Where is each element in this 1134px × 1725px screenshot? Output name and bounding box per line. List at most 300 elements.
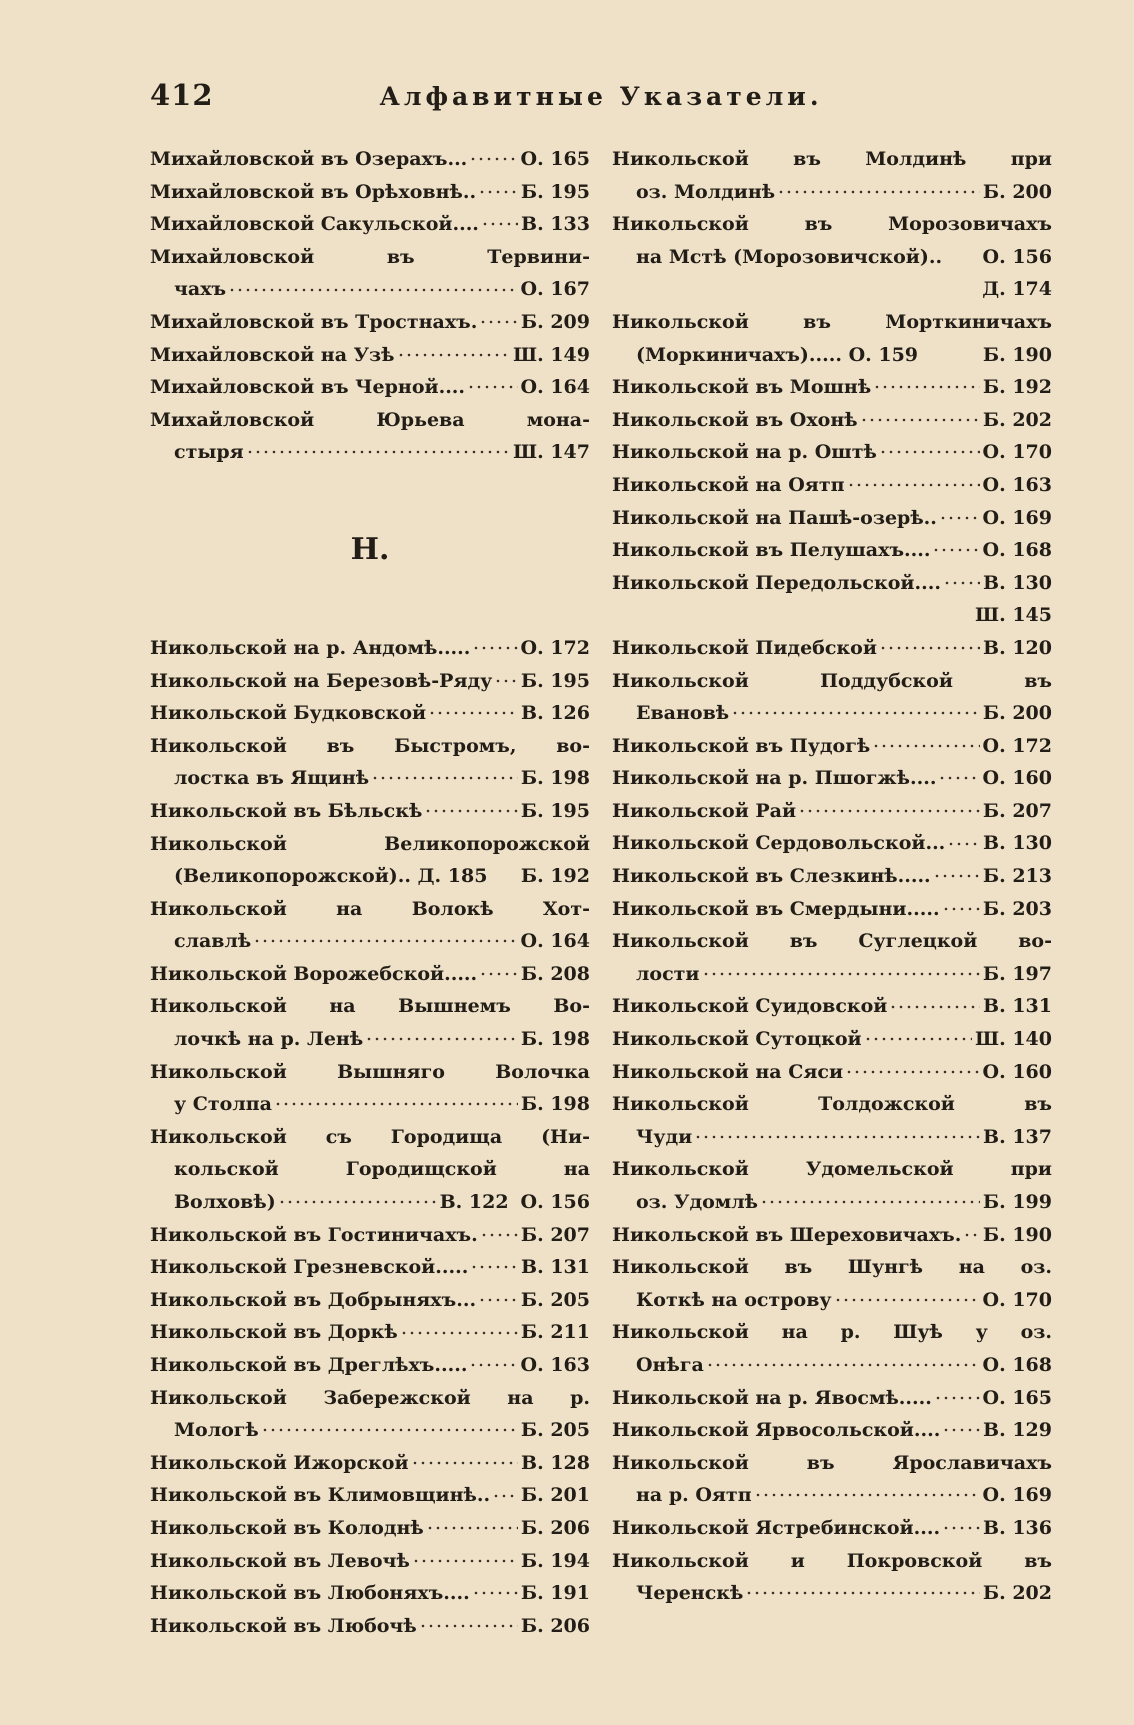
entry-text: Онѣга [636, 1353, 704, 1376]
index-entry-line [150, 371, 590, 404]
dot-leader [963, 1222, 979, 1241]
entry-text: Никольской въ Морткиничахъ [612, 310, 1052, 333]
entry-text: чахъ [174, 278, 227, 301]
index-entry-line [612, 1382, 1052, 1415]
index-entry-line [150, 828, 590, 861]
entry-ref: Б. 208 [520, 962, 590, 985]
entry-text: на Мстѣ (Морозовичской).. [636, 245, 943, 268]
dot-leader [798, 798, 980, 817]
entry-ref: Б. 200 [982, 702, 1052, 725]
dot-leader [261, 1417, 518, 1436]
dot-leader [246, 439, 510, 458]
index-entry-line [612, 860, 1052, 893]
entry-text: Никольской Ворожебской..... [150, 962, 478, 985]
entry-ref: О. 156 [520, 1191, 590, 1214]
entry-text: Никольской Великопорожской [150, 832, 590, 855]
entry-text: Никольской въ Быстромъ, во- [150, 734, 590, 757]
entry-ref: О. 169 [982, 1484, 1052, 1507]
entry-text: Никольской на Березовѣ-Ряду [150, 669, 493, 692]
dot-leader [847, 472, 980, 491]
dot-leader [472, 635, 517, 654]
dot-leader [424, 798, 518, 817]
entry-text: (Моркиничахъ)..... О. 159 [636, 343, 919, 366]
entry-ref: Б. 209 [520, 310, 590, 333]
entry-ref: О. 167 [520, 278, 590, 301]
index-entry-line [150, 665, 590, 698]
entry-text: у Столпа [174, 1093, 272, 1116]
index-entry-line [150, 143, 590, 176]
entry-ref: Б. 192 [520, 865, 590, 888]
entry-text: Никольской на р. Оштѣ [612, 441, 877, 464]
entry-text: Никольской Толдожской въ [612, 1093, 1052, 1116]
entry-ref: В. 133 [521, 213, 590, 236]
entry-text: Никольской въ Бѣльскѣ [150, 799, 423, 822]
dot-leader [943, 570, 980, 589]
dot-leader [419, 1613, 518, 1632]
dot-leader [942, 1515, 980, 1534]
index-entry-line [150, 1512, 590, 1545]
entry-ref: Б. 195 [520, 799, 590, 822]
index-entry-line [150, 730, 590, 763]
entry-ref: Б. 191 [520, 1582, 590, 1605]
entry-text: Никольской въ Шунгѣ на оз. [612, 1256, 1052, 1279]
dot-leader [253, 928, 517, 947]
dot-leader [942, 1417, 980, 1436]
dot-leader [834, 1287, 980, 1306]
entry-text: Никольской Удомельской при [612, 1158, 1052, 1181]
index-entry-line [150, 990, 590, 1023]
entry-text: Никольской въ Молдинѣ при [612, 148, 1052, 170]
entry-text: Никольской Пидебской [612, 636, 877, 659]
entry-ref: Б. 192 [982, 376, 1052, 399]
entry-ref: Б. 205 [520, 1288, 590, 1311]
entry-ref: Б. 201 [520, 1484, 590, 1507]
entry-ref: Б. 202 [982, 408, 1052, 431]
dot-leader [864, 1026, 972, 1045]
dot-leader [469, 146, 517, 165]
entry-ref: О. 156 [982, 245, 1052, 268]
entry-text: Чуди [636, 1125, 693, 1148]
index-entry-line [150, 1316, 590, 1349]
index-entry-line [150, 1479, 590, 1512]
entry-text: Никольской въ Ярославичахъ [612, 1451, 1052, 1474]
entry-text: Никольской на Сяси [612, 1060, 844, 1083]
entry-text: лостка въ Ящинѣ [174, 767, 370, 790]
index-entry-line [612, 1545, 1052, 1578]
entry-ref: Б. 205 [520, 1419, 590, 1442]
dot-leader [938, 765, 979, 784]
entry-text: Никольской Ижорской [150, 1451, 409, 1474]
entry-ref: О. 168 [982, 1353, 1052, 1376]
entry-text: Никольской на Волокѣ Хот- [150, 897, 590, 920]
index-entry-line [612, 1479, 1052, 1512]
entry-text: Никольской на Пашѣ-озерѣ.. [612, 506, 937, 529]
index-entry-line [612, 632, 1052, 665]
index-entry-line [150, 925, 590, 958]
index-entry-line [612, 697, 1052, 730]
entry-ref: О. 160 [982, 1060, 1052, 1083]
entry-ref: В. 129 [983, 1419, 1052, 1442]
dot-leader [879, 635, 980, 654]
index-entry-line [150, 1121, 590, 1154]
entry-ref: О. 172 [982, 734, 1052, 757]
entry-ref: О. 163 [520, 1354, 590, 1376]
entry-ref: Б. 197 [982, 962, 1052, 985]
entry-text: Никольской въ Климовщинѣ.. [150, 1484, 491, 1507]
index-entry-line [612, 436, 1052, 469]
index-entry-line [612, 827, 1052, 860]
entry-text: (Великопорожской).. Д. 185 [174, 865, 488, 888]
index-entry-line [612, 1512, 1052, 1545]
dot-leader [745, 1580, 979, 1599]
entry-ref: Б. 206 [520, 1614, 590, 1637]
entry-text: оз. Удомлѣ [636, 1191, 759, 1213]
index-entry-line [612, 143, 1052, 176]
entry-text: кольской Городищской на [174, 1158, 590, 1181]
dot-leader [478, 179, 518, 198]
dot-leader [702, 961, 980, 980]
entry-text: Никольской на Оятп [612, 473, 845, 496]
dot-leader [760, 1189, 980, 1208]
entry-text: Никольской Поддубской въ [612, 669, 1052, 692]
index-entry-line [612, 208, 1052, 241]
entry-text: Никольской Ярвосольской.... [612, 1419, 941, 1442]
entry-ref: Б. 206 [520, 1516, 590, 1539]
index-entry-line [612, 665, 1052, 698]
index-entry-line [612, 1577, 1052, 1610]
entry-text: лочкѣ на р. Ленѣ [174, 1028, 364, 1051]
entry-text: Никольской въ Слезкинѣ..... [612, 865, 931, 888]
index-entry-line [612, 1186, 1052, 1219]
entry-ref: О. 169 [982, 506, 1052, 529]
index-entry-line [150, 1219, 590, 1252]
index-entry-line [150, 893, 590, 926]
index-entry-line [612, 990, 1052, 1023]
entry-text: Никольской и Покровской въ [612, 1549, 1052, 1572]
index-entry-line [612, 1121, 1052, 1154]
dot-leader [777, 179, 980, 198]
index-entry-line [612, 469, 1052, 502]
index-entry-line [150, 1577, 590, 1610]
dot-leader [467, 374, 518, 393]
dot-leader [411, 1450, 518, 1469]
index-entry-line [612, 241, 1052, 274]
dot-leader [412, 1548, 518, 1567]
entry-text: на р. Оятп [636, 1484, 752, 1507]
index-entry-line [150, 1382, 590, 1415]
entry-text: Михайловской въ Черной.... [150, 376, 466, 399]
entry-ref: В. 137 [983, 1125, 1052, 1148]
index-entry-line [612, 925, 1052, 958]
index-entry-line [150, 958, 590, 991]
index-entry-line [612, 1088, 1052, 1121]
index-entry-line [612, 762, 1052, 795]
dot-leader [754, 1482, 980, 1501]
entry-text: Никольской Забережской на р. [150, 1386, 590, 1409]
entry-ref: Б. 198 [520, 1093, 590, 1116]
dot-leader [845, 1059, 979, 1078]
left-entries-top [150, 143, 590, 469]
entry-text: Михайловской въ Орѣховнѣ.. [150, 180, 477, 203]
entry-text: Михайловской Юрьева мона- [150, 408, 590, 431]
index-entry-line [612, 958, 1052, 991]
entry-text: Никольской на р. Андомѣ..... [150, 636, 471, 659]
entry-ref: В. 131 [521, 1256, 590, 1279]
index-entry-line [612, 599, 1052, 632]
dot-leader [947, 830, 980, 849]
index-entry-line [612, 567, 1052, 600]
entry-text: Михайловской на Узѣ [150, 343, 395, 366]
dot-leader [489, 863, 517, 882]
entry-text: Никольской на р. Пшогжѣ.... [612, 767, 937, 790]
dot-leader [939, 505, 980, 524]
dot-leader [494, 668, 518, 687]
dot-leader [478, 1287, 518, 1306]
index-entry-line [150, 436, 590, 469]
entry-ref: Б. 202 [982, 1582, 1052, 1605]
entry-text: Никольской въ Суглецкой во- [612, 930, 1052, 953]
index-entry-line [612, 273, 1052, 306]
entry-text: Никольской съ Городища (Ни- [150, 1125, 590, 1148]
entry-ref: Б. 213 [982, 865, 1052, 888]
index-entry-line [150, 1414, 590, 1447]
index-entry-line [612, 339, 1052, 372]
index-entry-line [150, 795, 590, 828]
dot-leader [397, 342, 510, 361]
entry-ref: Б. 194 [520, 1549, 590, 1572]
entry-ref: О. 168 [982, 539, 1052, 562]
entry-text: славлѣ [174, 930, 252, 953]
dot-leader [481, 211, 518, 230]
dot-leader [873, 374, 980, 393]
section-letter-block [150, 469, 590, 632]
entry-ref: В. 131 [983, 995, 1052, 1018]
index-entry-line [150, 1023, 590, 1056]
entry-text: Никольской въ Колоднѣ [150, 1516, 424, 1539]
entry-text: Евановѣ [636, 702, 730, 725]
right-column [612, 143, 1052, 1610]
entry-text: Никольской Ястребинской.... [612, 1516, 941, 1539]
index-entry-line [612, 1316, 1052, 1349]
entry-text: Никольской въ Любочѣ [150, 1614, 417, 1637]
dot-leader [920, 342, 980, 361]
index-entry-line [612, 1251, 1052, 1284]
index-entry-line [612, 730, 1052, 763]
index-entry-line [612, 795, 1052, 828]
entry-ref: О. 165 [520, 148, 590, 170]
dot-leader [365, 1026, 518, 1045]
index-entry-line [150, 1447, 590, 1480]
entry-ref: О. 165 [982, 1386, 1052, 1409]
entry-text: Никольской на р. Явосмѣ..... [612, 1386, 932, 1409]
entry-ref: О. 164 [520, 930, 590, 953]
entry-text: Мологѣ [174, 1419, 259, 1442]
dot-leader [426, 1515, 518, 1534]
entry-text: Михайловской въ Озерахъ... [150, 148, 468, 170]
index-entry-line [150, 1056, 590, 1089]
entry-text: Никольской на р. Шуѣ у оз. [612, 1321, 1052, 1344]
index-entry-line [612, 306, 1052, 339]
index-entry-line [612, 1414, 1052, 1447]
dot-leader [479, 309, 517, 328]
entry-text: Никольской въ Морозовичахъ [612, 213, 1052, 236]
entry-ref: Б. 198 [520, 767, 590, 790]
entry-text: Никольской Передольской.... [612, 571, 941, 594]
index-entry-line [612, 534, 1052, 567]
entry-ref: В. 136 [983, 1516, 1052, 1539]
index-entry-line [612, 371, 1052, 404]
section-letter: Н. [350, 532, 390, 568]
dot-leader [228, 276, 517, 295]
entry-ref: О. 163 [982, 473, 1052, 496]
entry-text: Коткѣ на острову [636, 1288, 832, 1311]
entry-text: Никольской Суидовской [612, 995, 888, 1018]
entry-text: Никольской въ Смердыни..... [612, 897, 940, 920]
dot-leader [731, 700, 980, 719]
index-entry-line [150, 1349, 590, 1382]
dot-leader [942, 896, 980, 915]
index-entry-line [150, 632, 590, 665]
entry-ref: Ш. 147 [513, 441, 590, 464]
entry-text: Никольской въ Пудогѣ [612, 734, 871, 757]
entry-text: Михайловской въ Тервини- [150, 245, 590, 268]
left-column [150, 143, 590, 1642]
entry-text: лости [636, 962, 700, 985]
dot-leader [472, 1580, 518, 1599]
entry-ref: Б. 195 [520, 180, 590, 203]
dot-leader [872, 733, 979, 752]
entry-text: Никольской въ Левочѣ [150, 1549, 410, 1572]
entry-secondary-ref: В. 122 [439, 1191, 509, 1214]
index-entry-line [150, 1088, 590, 1121]
dot-leader [278, 1189, 437, 1208]
dot-leader [932, 537, 979, 556]
entry-text: стыря [174, 441, 244, 464]
index-entry-line [612, 1349, 1052, 1382]
entry-ref: Б. 203 [982, 897, 1052, 920]
entry-text: Никольской Вышняго Волочка [150, 1060, 590, 1083]
index-entry-line [612, 1023, 1052, 1056]
entry-text: Никольской въ Пелушахъ.... [612, 539, 931, 562]
index-entry-line [612, 404, 1052, 437]
entry-ref: О. 172 [520, 636, 590, 659]
index-entry-line [150, 176, 590, 209]
dot-leader [371, 765, 518, 784]
entry-text: Никольской въ Шереховичахъ. [612, 1223, 962, 1246]
page-header [150, 78, 1052, 122]
entry-text: Никольской Сердовольской... [612, 832, 946, 855]
entry-ref: В. 128 [521, 1451, 590, 1474]
dot-leader [428, 700, 518, 719]
entry-ref: Ш. 140 [975, 1028, 1052, 1051]
dot-leader [934, 1385, 980, 1404]
entry-ref: Б. 198 [520, 1028, 590, 1051]
index-entry-line [150, 306, 590, 339]
entry-text: Никольской Рай [612, 799, 797, 822]
entry-ref: О. 160 [982, 767, 1052, 790]
index-entry-line [150, 697, 590, 730]
index-entry-line [612, 1284, 1052, 1317]
index-entry-line [612, 1219, 1052, 1252]
index-entry-line [612, 176, 1052, 209]
entry-text: Никольской въ Добрыняхъ... [150, 1288, 477, 1311]
dot-leader [944, 244, 979, 263]
entry-ref: О. 164 [520, 376, 590, 399]
dot-leader [860, 407, 980, 426]
entry-text: Никольской Грезневской..... [150, 1256, 469, 1279]
entry-text: Никольской на Вышнемъ Во- [150, 995, 590, 1018]
index-entry-line [150, 241, 590, 274]
running-title: Алфавитные Указатели. [379, 82, 823, 111]
entry-ref: Б. 195 [520, 669, 590, 692]
entry-text: Никольской въ Охонѣ [612, 408, 858, 431]
dot-leader [479, 961, 518, 980]
dot-leader [274, 1091, 518, 1110]
index-entry-line [612, 502, 1052, 535]
index-entry-line [150, 273, 590, 306]
page-number: 412 [150, 78, 214, 112]
right-entries [612, 143, 1052, 1610]
entry-ref: О. 170 [982, 441, 1052, 464]
entry-text: Никольской въ Любоняхъ.... [150, 1582, 470, 1605]
entry-ref: Д. 174 [982, 278, 1052, 301]
entry-ref: О. 170 [982, 1288, 1052, 1311]
index-entry-line [150, 339, 590, 372]
dot-leader [492, 1482, 518, 1501]
dot-leader [933, 863, 980, 882]
index-entry-line [150, 208, 590, 241]
entry-text: Никольской въ Дреглѣхъ..... [150, 1354, 468, 1376]
entry-ref: Б. 211 [520, 1321, 590, 1344]
index-entry-line [150, 1284, 590, 1317]
entry-ref: Б. 207 [520, 1223, 590, 1246]
entry-ref: Ш. 145 [975, 604, 1052, 627]
entry-text: Михайловской въ Тростнахъ. [150, 310, 478, 333]
entry-ref: Б. 207 [982, 799, 1052, 822]
entry-text: Михайловской Сакульской.... [150, 213, 479, 236]
entry-ref: Б. 190 [982, 343, 1052, 366]
entry-text: оз. Молдинѣ [636, 180, 776, 203]
entry-text: Волховѣ) [174, 1191, 276, 1214]
index-entry-line [150, 1153, 590, 1186]
entry-text: Никольской въ Мошнѣ [612, 376, 872, 399]
dot-leader [879, 439, 980, 458]
entry-ref: В. 126 [521, 702, 590, 725]
entry-ref: В. 120 [983, 636, 1052, 659]
index-entry-line [150, 404, 590, 437]
entry-text: Никольской въ Гостиничахъ. [150, 1223, 478, 1246]
entry-ref: Б. 199 [982, 1191, 1052, 1213]
entry-text: Черенскѣ [636, 1582, 744, 1605]
dot-leader [694, 1124, 980, 1143]
index-entry-line [612, 1056, 1052, 1089]
entry-ref: В. 130 [983, 832, 1052, 855]
index-entry-line [150, 1251, 590, 1284]
index-entry-line [150, 762, 590, 795]
index-entry-line [612, 893, 1052, 926]
index-entry-line [150, 860, 590, 893]
entry-text: Никольской Сутоцкой [612, 1028, 862, 1051]
dot-leader [706, 1352, 980, 1371]
entry-text: Никольской Будковской [150, 702, 427, 725]
entry-ref: Б. 190 [982, 1223, 1052, 1246]
index-entry-line [150, 1610, 590, 1643]
entry-ref: Б. 200 [982, 180, 1052, 203]
index-entry-line [150, 1545, 590, 1578]
dot-leader [889, 993, 980, 1012]
index-entry-line [612, 1153, 1052, 1186]
dot-leader [470, 1254, 518, 1273]
